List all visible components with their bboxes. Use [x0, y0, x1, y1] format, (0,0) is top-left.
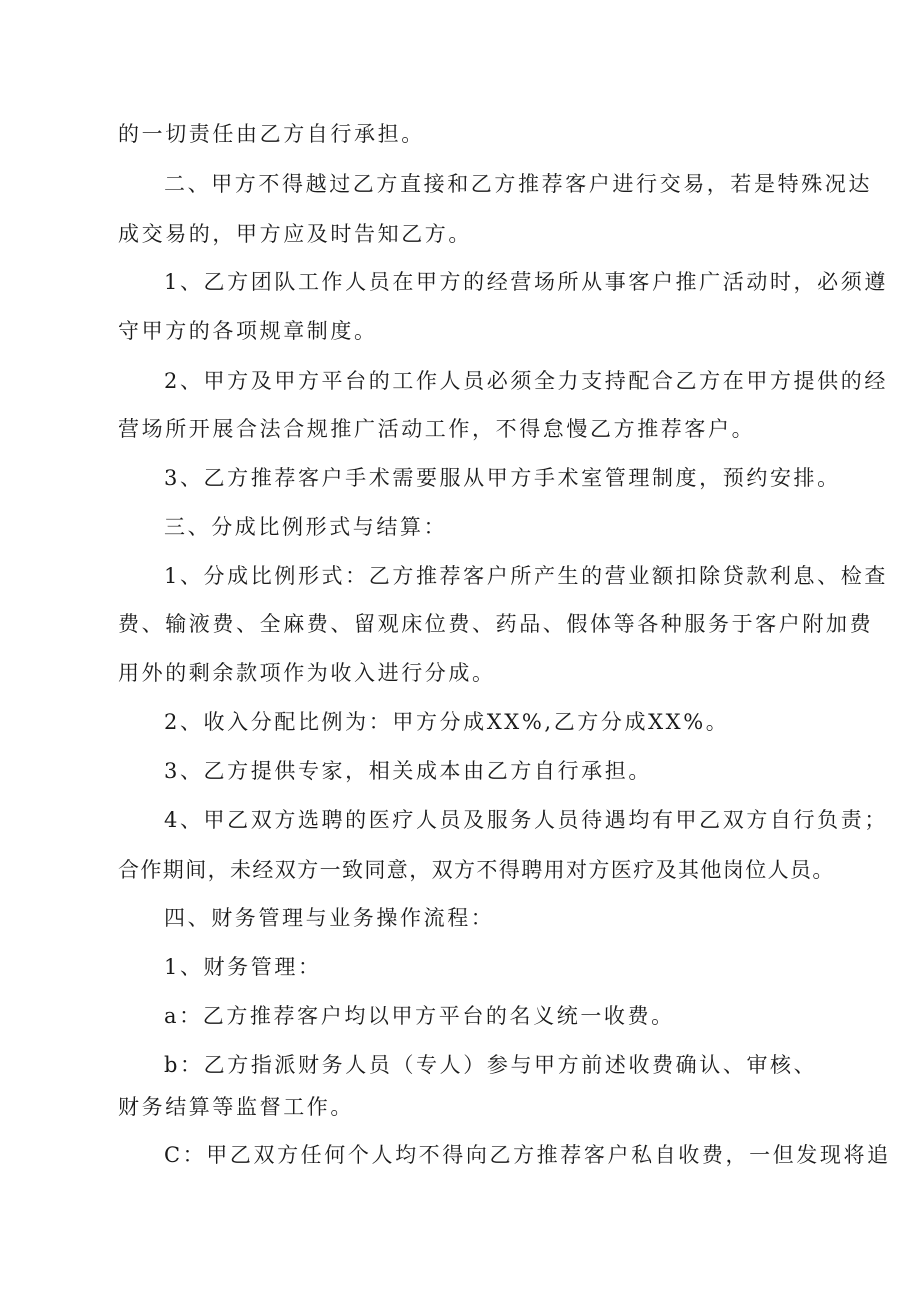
body-line: 财务结算等监督工作。 [118, 1095, 354, 1119]
list-item-1: 1、乙方团队工作人员在甲方的经营场所从事客户推广活动时，必须遵 [164, 270, 888, 294]
body-line: 用外的剩余款项作为收入进行分成。 [118, 661, 496, 685]
list-item-3: 3、乙方提供专家，相关成本由乙方自行承担。 [164, 759, 652, 783]
body-line: 合作期间，未经双方一致同意，双方不得聘用对方医疗及其他岗位人员。 [118, 858, 835, 882]
body-line: 营场所开展合法合规推广活动工作，不得怠慢乙方推荐客户。 [118, 417, 756, 441]
list-item-2: 2、收入分配比例为：甲方分成XX%,乙方分成XX%。 [164, 710, 730, 734]
section-heading-2: 二、甲方不得越过乙方直接和乙方推荐客户进行交易，若是特殊况达 [164, 172, 872, 196]
list-item-1: 1、财务管理： [164, 955, 322, 979]
body-line: 成交易的，甲方应及时告知乙方。 [118, 222, 472, 246]
sub-item-a: a：乙方推荐客户均以甲方平台的名义统一收费。 [164, 1004, 675, 1028]
list-item-1: 1、分成比例形式：乙方推荐客户所产生的营业额扣除贷款利息、检查 [164, 564, 888, 588]
list-item-2: 2、甲方及甲方平台的工作人员必须全力支持配合乙方在甲方提供的经 [164, 369, 888, 393]
body-line: 守甲方的各项规章制度。 [118, 319, 378, 343]
list-item-3: 3、乙方推荐客户手术需要服从甲方手术室管理制度，预约安排。 [164, 466, 841, 490]
sub-item-c: C：甲乙双方任何个人均不得向乙方推荐客户私自收费，一但发现将追 [164, 1143, 891, 1167]
sub-item-b: b：乙方指派财务人员（专人）参与甲方前述收费确认、审核、 [164, 1053, 818, 1077]
body-line: 的一切责任由乙方自行承担。 [118, 122, 425, 146]
section-heading-4: 四、财务管理与业务操作流程： [164, 906, 495, 930]
section-heading-3: 三、分成比例形式与结算： [164, 515, 448, 539]
list-item-4: 4、甲乙双方选聘的医疗人员及服务人员待遇均有甲乙双方自行负责； [164, 808, 888, 832]
body-line: 费、输液费、全麻费、留观床位费、药品、假体等各种服务于客户附加费 [118, 612, 874, 636]
